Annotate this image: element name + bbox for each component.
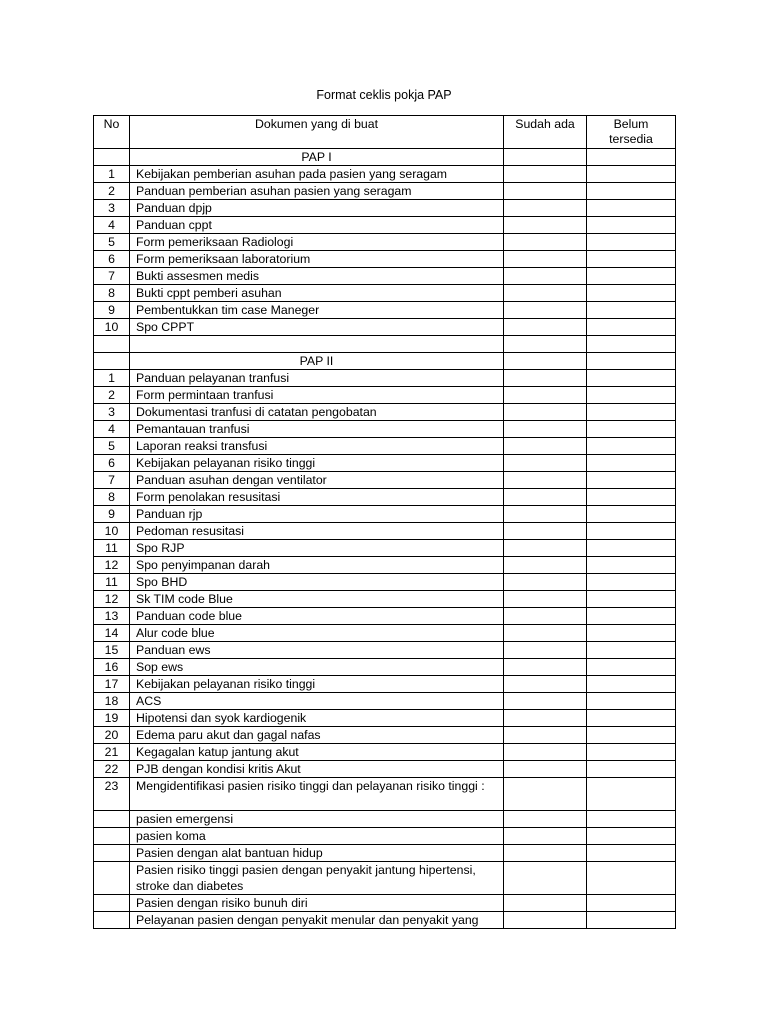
document-name: Kebijakan pemberian asuhan pada pasien yang seragam [130, 166, 504, 183]
table-row [94, 387, 676, 404]
checklist-table [93, 115, 676, 929]
not-available-checkbox-cell [587, 472, 676, 489]
done-checkbox-cell [504, 472, 587, 489]
done-checkbox-cell [504, 404, 587, 421]
done-checkbox-cell [504, 778, 587, 811]
document-name: Mengidentifikasi pasien risiko tinggi dan pelayanan risiko tinggi : [130, 778, 504, 811]
table-row [94, 676, 676, 693]
not-available-checkbox-cell [587, 251, 676, 268]
document-name: Form permintaan tranfusi [130, 387, 504, 404]
not-available-checkbox-cell [587, 574, 676, 591]
done-checkbox-cell [504, 268, 587, 285]
table-row [94, 302, 676, 319]
table-row [94, 370, 676, 387]
not-available-checkbox-cell [587, 336, 676, 353]
document-name: Spo RJP [130, 540, 504, 557]
row-number: 4 [94, 217, 130, 234]
document-name: Bukti cppt pemberi asuhan [130, 285, 504, 302]
row-number: 13 [94, 608, 130, 625]
done-checkbox-cell [504, 710, 587, 727]
row-number [94, 336, 130, 353]
table-row [94, 895, 676, 912]
row-number [94, 353, 130, 370]
not-available-checkbox-cell [587, 370, 676, 387]
done-checkbox-cell [504, 625, 587, 642]
table-row [94, 778, 676, 811]
row-number: 21 [94, 744, 130, 761]
not-available-checkbox-cell [587, 455, 676, 472]
not-available-checkbox-cell [587, 693, 676, 710]
row-number [94, 845, 130, 862]
done-checkbox-cell [504, 557, 587, 574]
not-available-checkbox-cell [587, 828, 676, 845]
table-row [94, 557, 676, 574]
not-available-checkbox-cell [587, 912, 676, 929]
row-number: 5 [94, 438, 130, 455]
done-checkbox-cell [504, 234, 587, 251]
table-header-row [94, 116, 676, 149]
row-number: 18 [94, 693, 130, 710]
not-available-checkbox-cell [587, 353, 676, 370]
table-row [94, 811, 676, 828]
not-available-checkbox-cell [587, 183, 676, 200]
done-checkbox-cell [504, 319, 587, 336]
table-row [94, 591, 676, 608]
row-number: 1 [94, 166, 130, 183]
not-available-checkbox-cell [587, 744, 676, 761]
done-checkbox-cell [504, 251, 587, 268]
row-number: 14 [94, 625, 130, 642]
table-row [94, 912, 676, 929]
table-row [94, 251, 676, 268]
table-row [94, 693, 676, 710]
row-number: 8 [94, 489, 130, 506]
table-row [94, 489, 676, 506]
document-name: Spo BHD [130, 574, 504, 591]
table-row [94, 523, 676, 540]
table-row [94, 761, 676, 778]
document-name: Spo penyimpanan darah [130, 557, 504, 574]
row-number: 2 [94, 183, 130, 200]
document-name: Laporan reaksi transfusi [130, 438, 504, 455]
row-number [94, 862, 130, 895]
row-number [94, 149, 130, 166]
row-number [94, 811, 130, 828]
row-number: 17 [94, 676, 130, 693]
table-row [94, 166, 676, 183]
row-number: 22 [94, 761, 130, 778]
table-row [94, 472, 676, 489]
not-available-checkbox-cell [587, 319, 676, 336]
not-available-checkbox-cell [587, 811, 676, 828]
header-no: No [94, 116, 130, 149]
row-number [94, 828, 130, 845]
done-checkbox-cell [504, 489, 587, 506]
not-available-checkbox-cell [587, 557, 676, 574]
done-checkbox-cell [504, 811, 587, 828]
document-name: Bukti assesmen medis [130, 268, 504, 285]
not-available-checkbox-cell [587, 302, 676, 319]
not-available-checkbox-cell [587, 608, 676, 625]
done-checkbox-cell [504, 421, 587, 438]
not-available-checkbox-cell [587, 149, 676, 166]
document-name: Form penolakan resusitasi [130, 489, 504, 506]
document-name: Pembentukkan tim case Maneger [130, 302, 504, 319]
not-available-checkbox-cell [587, 591, 676, 608]
document-name: Dokumentasi tranfusi di catatan pengobatan [130, 404, 504, 421]
row-number: 8 [94, 285, 130, 302]
document-name: Panduan pelayanan tranfusi [130, 370, 504, 387]
not-available-checkbox-cell [587, 166, 676, 183]
not-available-checkbox-cell [587, 268, 676, 285]
done-checkbox-cell [504, 693, 587, 710]
row-number: 11 [94, 574, 130, 591]
document-name: Panduan cppt [130, 217, 504, 234]
table-row [94, 744, 676, 761]
done-checkbox-cell [504, 149, 587, 166]
not-available-checkbox-cell [587, 845, 676, 862]
document-name: Kebijakan pelayanan risiko tinggi [130, 676, 504, 693]
row-number: 9 [94, 506, 130, 523]
not-available-checkbox-cell [587, 540, 676, 557]
not-available-checkbox-cell [587, 710, 676, 727]
row-number: 10 [94, 523, 130, 540]
table-row [94, 540, 676, 557]
table-row [94, 845, 676, 862]
document-name: Alur code blue [130, 625, 504, 642]
not-available-checkbox-cell [587, 234, 676, 251]
table-row [94, 710, 676, 727]
document-name: Pasien dengan alat bantuan hidup [130, 845, 504, 862]
row-number: 16 [94, 659, 130, 676]
done-checkbox-cell [504, 183, 587, 200]
document-name: Sk TIM code Blue [130, 591, 504, 608]
not-available-checkbox-cell [587, 438, 676, 455]
document-name: Sop ews [130, 659, 504, 676]
row-number: 12 [94, 591, 130, 608]
not-available-checkbox-cell [587, 862, 676, 895]
document-name: Spo CPPT [130, 319, 504, 336]
table-row [94, 285, 676, 302]
not-available-checkbox-cell [587, 489, 676, 506]
document-name: pasien emergensi [130, 811, 504, 828]
not-available-checkbox-cell [587, 676, 676, 693]
document-name: Pedoman resusitasi [130, 523, 504, 540]
row-number: 5 [94, 234, 130, 251]
done-checkbox-cell [504, 659, 587, 676]
table-row [94, 506, 676, 523]
row-number: 7 [94, 472, 130, 489]
document-name: Pasien risiko tinggi pasien dengan penyakit jantung hipertensi, stroke dan diabetes [130, 862, 504, 895]
document-name: Hipotensi dan syok kardiogenik [130, 710, 504, 727]
row-number: 4 [94, 421, 130, 438]
done-checkbox-cell [504, 608, 587, 625]
not-available-checkbox-cell [587, 200, 676, 217]
row-number [94, 895, 130, 912]
done-checkbox-cell [504, 302, 587, 319]
done-checkbox-cell [504, 438, 587, 455]
table-row [94, 438, 676, 455]
done-checkbox-cell [504, 574, 587, 591]
done-checkbox-cell [504, 285, 587, 302]
row-number: 15 [94, 642, 130, 659]
not-available-checkbox-cell [587, 404, 676, 421]
done-checkbox-cell [504, 217, 587, 234]
done-checkbox-cell [504, 912, 587, 929]
not-available-checkbox-cell [587, 895, 676, 912]
document-name [130, 336, 504, 353]
done-checkbox-cell [504, 761, 587, 778]
document-name: Panduan rjp [130, 506, 504, 523]
not-available-checkbox-cell [587, 217, 676, 234]
document-name: Pemantauan tranfusi [130, 421, 504, 438]
row-number: 2 [94, 387, 130, 404]
document-name: ACS [130, 693, 504, 710]
not-available-checkbox-cell [587, 659, 676, 676]
section-label: PAP I [130, 149, 504, 166]
header-done: Sudah ada [504, 116, 587, 149]
not-available-checkbox-cell [587, 625, 676, 642]
section-label: PAP II [130, 353, 504, 370]
header-document: Dokumen yang di buat [130, 116, 504, 149]
table-row [94, 625, 676, 642]
blank-row [94, 336, 676, 353]
done-checkbox-cell [504, 506, 587, 523]
row-number: 12 [94, 557, 130, 574]
table-row [94, 268, 676, 285]
table-row [94, 319, 676, 336]
done-checkbox-cell [504, 540, 587, 557]
done-checkbox-cell [504, 200, 587, 217]
not-available-checkbox-cell [587, 761, 676, 778]
table-row [94, 642, 676, 659]
document-name: Form pemeriksaan Radiologi [130, 234, 504, 251]
table-body [94, 149, 676, 929]
page-title: Format ceklis pokja PAP [316, 88, 452, 102]
done-checkbox-cell [504, 727, 587, 744]
section-row [94, 149, 676, 166]
table-row [94, 421, 676, 438]
row-number: 23 [94, 778, 130, 811]
document-name: Panduan asuhan dengan ventilator [130, 472, 504, 489]
table-row [94, 862, 676, 895]
row-number: 9 [94, 302, 130, 319]
done-checkbox-cell [504, 370, 587, 387]
not-available-checkbox-cell [587, 506, 676, 523]
document-name: pasien koma [130, 828, 504, 845]
table-row [94, 183, 676, 200]
done-checkbox-cell [504, 387, 587, 404]
done-checkbox-cell [504, 744, 587, 761]
document-name: Panduan ews [130, 642, 504, 659]
document-name: PJB dengan kondisi kritis Akut [130, 761, 504, 778]
row-number [94, 912, 130, 929]
table-row [94, 659, 676, 676]
row-number: 1 [94, 370, 130, 387]
row-number: 20 [94, 727, 130, 744]
not-available-checkbox-cell [587, 421, 676, 438]
table-row [94, 234, 676, 251]
row-number: 11 [94, 540, 130, 557]
document-name: Form pemeriksaan laboratorium [130, 251, 504, 268]
document-name: Pelayanan pasien dengan penyakit menular dan penyakit yang [130, 912, 504, 929]
done-checkbox-cell [504, 676, 587, 693]
done-checkbox-cell [504, 523, 587, 540]
row-number: 19 [94, 710, 130, 727]
row-number: 7 [94, 268, 130, 285]
table-row [94, 828, 676, 845]
table-row [94, 200, 676, 217]
document-name: Pasien dengan risiko bunuh diri [130, 895, 504, 912]
done-checkbox-cell [504, 353, 587, 370]
document-name: Panduan code blue [130, 608, 504, 625]
row-number: 3 [94, 200, 130, 217]
table-row [94, 608, 676, 625]
document-name: Panduan pemberian asuhan pasien yang seragam [130, 183, 504, 200]
row-number: 3 [94, 404, 130, 421]
not-available-checkbox-cell [587, 642, 676, 659]
done-checkbox-cell [504, 642, 587, 659]
done-checkbox-cell [504, 862, 587, 895]
not-available-checkbox-cell [587, 387, 676, 404]
document-name: Edema paru akut dan gagal nafas [130, 727, 504, 744]
table-row [94, 455, 676, 472]
table-row [94, 217, 676, 234]
row-number: 6 [94, 251, 130, 268]
document-name: Panduan dpjp [130, 200, 504, 217]
not-available-checkbox-cell [587, 285, 676, 302]
done-checkbox-cell [504, 166, 587, 183]
document-name: Kegagalan katup jantung akut [130, 744, 504, 761]
row-number: 10 [94, 319, 130, 336]
not-available-checkbox-cell [587, 778, 676, 811]
done-checkbox-cell [504, 336, 587, 353]
not-available-checkbox-cell [587, 727, 676, 744]
done-checkbox-cell [504, 895, 587, 912]
done-checkbox-cell [504, 845, 587, 862]
header-not-available: Belum tersedia [587, 116, 676, 149]
not-available-checkbox-cell [587, 523, 676, 540]
row-number: 6 [94, 455, 130, 472]
done-checkbox-cell [504, 591, 587, 608]
section-row [94, 353, 676, 370]
table-row [94, 727, 676, 744]
table-row [94, 574, 676, 591]
table-row [94, 404, 676, 421]
done-checkbox-cell [504, 455, 587, 472]
document-name: Kebijakan pelayanan risiko tinggi [130, 455, 504, 472]
done-checkbox-cell [504, 828, 587, 845]
